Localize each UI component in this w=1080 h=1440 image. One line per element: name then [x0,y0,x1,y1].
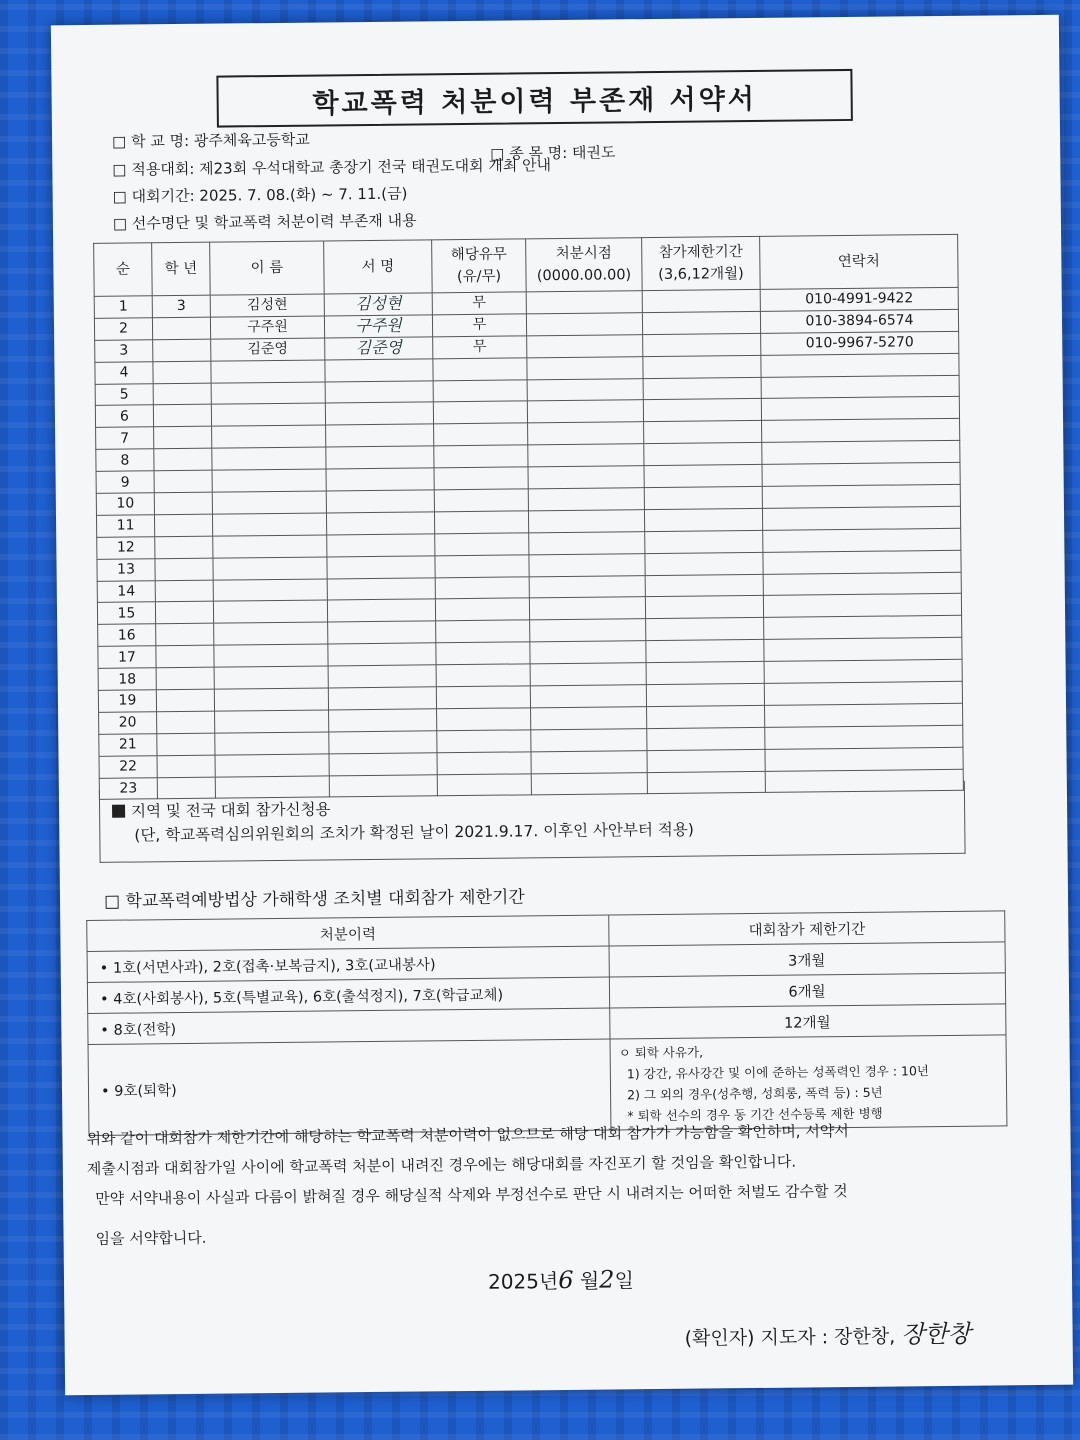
cell-no: 12 [97,537,155,559]
cell-contact [761,397,959,421]
cell-grade [156,624,214,646]
cell-no: 3 [95,340,153,362]
expulsion-note-2: 2) 그 외의 경우(성추행, 성희롱, 폭력 등) : 5년 [627,1084,883,1103]
cell-no: 7 [96,427,154,449]
cell-signature [327,599,435,622]
cell-applicable [434,445,528,468]
cell-applicable [437,708,531,731]
header-period: 대회참가 제한기간 [609,911,1005,946]
cell-no: 21 [99,734,157,756]
cell-signature: 김성현 [324,293,432,316]
cell-signature [328,621,436,644]
cell-name [211,382,325,405]
header-applicable-sub: (유/무) [456,268,502,286]
cell-contact [762,419,960,443]
cell-grade [156,689,214,711]
cell-signature [326,490,434,513]
cell-name [213,557,327,580]
cell-name [215,754,329,777]
restriction-history: • 4호(사회봉사), 5호(특별교육), 6호(출석정지), 7호(학급교체) [87,977,609,1013]
cell-limit [645,596,763,619]
cell-date [530,641,646,664]
cell-signature [328,687,436,710]
cell-applicable [435,598,529,621]
cell-date [531,728,647,751]
competition-period: □ 대회기간: 2025. 7. 08.(화) ~ 7. 11.(금) [112,184,408,206]
restriction-period: 12개월 [610,1004,1006,1039]
cell-date [530,685,646,708]
header-limit-sub: (3,6,12개월) [658,266,744,283]
cell-contact [763,528,961,552]
cell-applicable [436,664,530,687]
cell-name [213,579,327,602]
cell-limit [644,443,762,466]
cell-date [526,313,642,336]
restriction-title: □ 학교폭력예방법상 가해학생 조치별 대회참가 제한기간 [103,887,525,912]
cell-no: 9 [96,471,154,493]
cell-no: 22 [99,755,157,777]
cell-limit [643,399,761,422]
cell-date [531,750,647,773]
cell-no: 18 [98,668,156,690]
cell-name [213,600,327,623]
cell-applicable [437,752,531,775]
cell-signature [329,731,437,754]
cell-date [527,334,643,357]
cell-no: 17 [98,646,156,668]
header-signature: 서 명 [324,240,433,294]
cell-signature: 구주원 [324,315,432,338]
cell-grade [154,470,212,492]
cell-date [528,466,644,489]
header-name: 이 름 [210,241,325,295]
cell-name [212,425,326,448]
cell-grade [154,448,212,470]
cell-limit [647,749,765,772]
cell-applicable: 무 [433,336,527,359]
cell-applicable: 무 [432,292,526,315]
header-limit-label: 참가제한기간 [658,244,743,261]
pledge-document [51,15,1073,1395]
header-limit [642,236,761,290]
cell-contact [765,703,963,727]
cell-signature [325,359,433,382]
cell-applicable: 무 [432,314,526,337]
restriction-row-expulsion [88,1035,1007,1136]
notice-box [99,781,966,863]
cell-contact [763,594,961,618]
cell-applicable [433,401,527,424]
cell-grade [154,492,212,514]
cell-grade [155,602,213,624]
cell-applicable [435,533,529,556]
cell-name [215,710,329,733]
document-title: 학교폭력 처분이력 부존재 서약서 [216,69,853,128]
cell-limit [642,289,760,312]
cell-grade [153,361,211,383]
restriction-table [86,910,1007,1136]
cell-applicable [435,576,529,599]
restriction-history: • 8호(전학) [88,1008,610,1044]
cell-limit [643,377,761,400]
roster-table [93,234,964,801]
cell-contact [761,353,959,377]
cell-name [214,622,328,645]
expulsion-note-0: ㅇ 퇴학 사유가, [618,1044,704,1061]
cell-signature [326,446,434,469]
date-month-unit: 월 [573,1268,600,1293]
cell-name [212,447,326,470]
cell-contact [763,550,961,574]
expulsion-notes [610,1035,1007,1130]
competition-name: □ 적용대회: 제23회 우석대학교 총장기 전국 태권도대회 개최 안내 [112,156,552,179]
roster-header-row [94,234,959,296]
date-day-unit: 일 [614,1268,634,1293]
cell-no: 14 [97,580,155,602]
cell-limit [642,311,760,334]
cell-contact [762,441,960,465]
pledge-line-1: 위와 같이 대회참가 제한기간에 해당하는 학교폭력 처분이력이 없으므로 해당 대회 참가가 가능함을 확인하며, 서약서 [86,1122,849,1149]
cell-limit [644,486,762,509]
cell-contact [762,462,960,486]
cell-name [214,644,328,667]
cell-contact: 010-3894-6574 [760,309,958,333]
cell-limit [644,421,762,444]
cell-no: 23 [99,777,157,799]
cell-grade [155,558,213,580]
cell-grade [155,536,213,558]
header-contact: 연락처 [760,234,959,289]
date-month: 6 [558,1265,574,1295]
cell-limit [646,662,764,685]
cell-applicable [437,730,531,753]
restriction-history: • 1호(서면사과), 2호(접촉·보복금지), 3호(교내봉사) [87,946,609,982]
cell-grade [152,317,210,339]
cell-date [527,356,643,379]
cell-grade [153,405,211,427]
cell-contact [762,506,960,530]
cell-no: 10 [96,493,154,515]
header-grade: 학 년 [152,242,211,296]
cell-signature [328,643,436,666]
cell-name: 구주원 [210,316,324,339]
cell-no: 5 [95,383,153,405]
cell-limit [643,355,761,378]
header-applicable-label: 해당유무 [450,246,507,264]
cell-grade [153,383,211,405]
cell-signature [326,424,434,447]
cell-date [527,378,643,401]
pledge-line-3: 만약 서약내용이 사실과 다름이 밝혀질 경우 해당실적 삭제와 부정선수로 판단 시 내려지는 어떠한 처벌도 감수할 것 [95,1182,848,1208]
cell-date [529,575,645,598]
cell-limit [644,508,762,531]
cell-no: 4 [95,361,153,383]
cell-grade [154,426,212,448]
cell-signature [327,577,435,600]
header-history: 처분이력 [87,915,609,951]
cell-signature [327,556,435,579]
notice-heading-text: 지역 및 전국 대회 참가신청용 [130,800,331,821]
restriction-period: 6개월 [609,973,1005,1008]
roster-heading: □ 선수명단 및 학교폭력 처분이력 부존재 내용 [112,211,417,233]
header-date-sub: (0000.00.00) [536,267,632,285]
cell-date [528,488,644,511]
cell-grade [156,645,214,667]
cell-signature [327,534,435,557]
cell-applicable [433,358,527,381]
cell-signature: 김준영 [325,337,433,360]
cell-name [214,688,328,711]
cell-contact [764,638,962,662]
cell-name [213,535,327,558]
confirmation-label: (확인자) 지도자 : 장한창, [684,1325,896,1350]
cell-contact [762,484,960,508]
cell-limit [646,683,764,706]
cell-date [528,422,644,445]
sport-name: □ 종 목 명: 태권도 [490,143,616,163]
cell-name [212,491,326,514]
cell-grade: 3 [152,295,210,317]
cell-name [214,666,328,689]
cell-limit [645,552,763,575]
cell-date [529,531,645,554]
cell-date [528,444,644,467]
cell-applicable [436,686,530,709]
header-date-label: 처분시점 [555,245,612,263]
cell-limit [643,333,761,356]
expulsion-note-1: 1) 강간, 유사강간 및 이에 준하는 성폭력인 경우 : 10년 [626,1063,930,1082]
cell-no: 16 [98,624,156,646]
cell-name: 김성현 [210,294,324,317]
header-no: 순 [94,243,153,297]
cell-signature [325,380,433,403]
cell-name: 김준영 [211,338,325,361]
cell-no: 20 [99,712,157,734]
cell-no: 19 [98,690,156,712]
cell-signature [328,665,436,688]
notice-subtext: (단, 학교폭력심의위원회의 조치가 확정된 날이 2021.9.17. 이후인 사안부터 적용) [134,820,694,845]
cell-grade [155,580,213,602]
cell-applicable [433,379,527,402]
cell-no: 11 [96,515,154,537]
school-name: □ 학 교 명: 광주체육고등학교 [111,130,310,151]
cell-grade [157,755,215,777]
cell-date [529,597,645,620]
cell-contact [765,725,963,749]
cell-grade [154,514,212,536]
date-year: 2025년 [487,1269,559,1294]
cell-signature [326,468,434,491]
cell-grade [157,733,215,755]
cell-date [531,707,647,730]
notice-heading [112,797,331,821]
cell-signature [329,709,437,732]
cell-name [211,360,325,383]
header-applicable [432,239,527,293]
cell-date [526,291,642,314]
cell-signature [326,512,434,535]
coach-signature: 장한창 [901,1319,971,1349]
cell-no: 13 [97,558,155,580]
pledge-line-2: 제출시점과 대회참가일 사이에 학교폭력 처분이 내려진 경우에는 해당대회를 자진포기 할 것임을 확인합니다. [86,1152,797,1179]
cell-contact [764,659,962,683]
cell-limit [647,727,765,750]
cell-signature [329,753,437,776]
signing-date [488,1264,634,1295]
cell-no: 1 [94,296,152,318]
expulsion-history: • 9호(퇴학) [88,1039,611,1135]
cell-limit [647,705,765,728]
cell-limit [646,640,764,663]
cell-grade [153,339,211,361]
cell-no: 8 [96,449,154,471]
cell-name [215,732,329,755]
date-day: 2 [599,1265,615,1294]
cell-limit [646,618,764,641]
cell-limit [644,465,762,488]
cell-name [212,513,326,536]
cell-date [529,553,645,576]
cell-applicable [434,489,528,512]
cell-contact: 010-4991-9422 [760,287,958,311]
cell-limit [645,530,763,553]
cell-contact [764,616,962,640]
cell-grade [157,711,215,733]
cell-name [212,469,326,492]
pledge-line-4: 임을 서약합니다. [95,1228,207,1248]
confirmation-line [684,1314,971,1352]
cell-date [528,510,644,533]
restriction-period: 3개월 [609,942,1005,977]
cell-no: 6 [95,405,153,427]
cell-contact: 010-9967-5270 [761,331,959,355]
cell-signature [325,402,433,425]
cell-applicable [436,642,530,665]
cell-limit [645,574,763,597]
header-date [526,238,643,292]
cell-grade [156,667,214,689]
cell-applicable [435,555,529,578]
expulsion-note-3: * 퇴학 선수의 경우 동 기간 선수등록 제한 병행 [627,1105,883,1124]
cell-date [530,619,646,642]
cell-date [530,663,646,686]
cell-name [211,403,325,426]
cell-applicable [434,511,528,534]
cell-applicable [434,467,528,490]
cell-applicable [436,620,530,643]
cell-contact [764,681,962,705]
cell-contact [761,375,959,399]
cell-contact [765,747,963,771]
cell-no: 2 [94,318,152,340]
cell-no: 15 [97,602,155,624]
black-square-icon [112,805,125,818]
cell-contact [763,572,961,596]
cell-applicable [434,423,528,446]
cell-date [527,400,643,423]
